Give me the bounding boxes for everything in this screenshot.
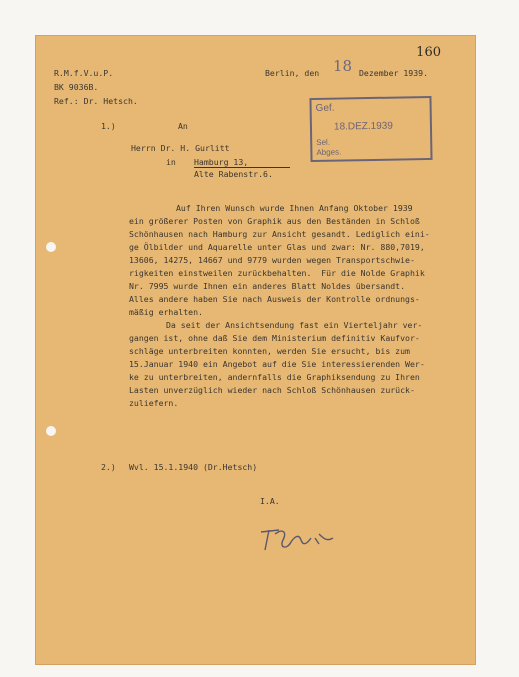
paragraph-line: rigkeiten einstweilen zurückbehalten. Für die Nolde Graphik <box>129 268 425 278</box>
date-prefix: Berlin, den <box>265 68 320 78</box>
paragraph-line: Lasten unverzüglich wieder nach Schloß Schönhausen zurück- <box>129 385 415 395</box>
paragraph-line: zuliefern. <box>129 398 179 408</box>
resubmission-note: Wvl. 15.1.1940 (Dr.Hetsch) <box>129 462 258 472</box>
page-number: 160 <box>416 45 441 60</box>
paragraph-line: gangen ist, ohne daß Sie dem Ministerium definitiv Kaufvor- <box>129 333 420 343</box>
paragraph-line: Nr. 7995 wurde Ihnen ein anderes Blatt Noldes übersandt. <box>129 281 406 291</box>
date-suffix: Dezember 1939. <box>359 68 429 78</box>
document-page <box>35 35 476 665</box>
to-label: An <box>178 121 188 131</box>
handwritten-day: 18 <box>333 57 353 75</box>
item-number-1: 1.) <box>101 121 116 131</box>
stamp-line-4: Abges. <box>316 147 342 157</box>
paragraph-line: 15.Januar 1940 ein Angebot auf die Sie interessierenden Wer- <box>129 359 425 369</box>
stamp-date: 18.DEZ.1939 <box>333 120 393 133</box>
referent: Ref.: Dr. Hetsch. <box>54 96 138 106</box>
paragraph-line: mäßig erhalten. <box>129 307 203 317</box>
file-reference: BK 9036B. <box>54 82 99 92</box>
sender: R.M.f.V.u.P. <box>54 68 114 78</box>
signature <box>257 520 347 560</box>
ia-label: I.A. <box>260 496 280 506</box>
paragraph-line: ein größerer Posten von Graphik aus den Beständen in Schloß <box>129 216 420 226</box>
paragraph-line: Da seit der Ansichtsendung fast ein Vierteljahr ver- <box>166 320 423 330</box>
paragraph-line: Auf Ihren Wunsch wurde Ihnen Anfang Oktober 1939 <box>176 203 413 213</box>
paragraph-line: ke zu unterbreiten, andernfalls die Graphiksendung zu Ihren <box>129 372 420 382</box>
punch-hole-bottom <box>46 426 56 436</box>
stamp-line-1: Gef. <box>315 102 335 114</box>
receipt-stamp <box>309 96 432 162</box>
paragraph-line: ge Ölbilder und Aquarelle unter Glas und zwar: Nr. 880,7019, <box>129 242 425 252</box>
paragraph-line: 13606, 14275, 14667 und 9779 wurden wegen Transportschwie- <box>129 255 415 265</box>
paragraph-line: Schönhausen nach Hamburg zur Ansicht gesandt. Lediglich eini- <box>129 229 430 239</box>
item-number-2: 2.) <box>101 462 116 472</box>
punch-hole-top <box>46 242 56 252</box>
recipient-city: Hamburg 13, <box>194 157 249 167</box>
recipient-name: Herrn Dr. H. Gurlitt <box>131 143 230 153</box>
stamp-line-3: Sel. <box>316 137 331 147</box>
recipient-street: Alte Rabenstr.6. <box>194 169 273 179</box>
paragraph-line: Alles andere haben Sie nach Ausweis der Kontrolle ordnungs- <box>129 294 420 304</box>
in-label: in <box>166 157 176 167</box>
city-underline <box>194 167 290 168</box>
paragraph-line: schläge unterbreiten konnten, werden Sie ersucht, bis zum <box>129 346 410 356</box>
